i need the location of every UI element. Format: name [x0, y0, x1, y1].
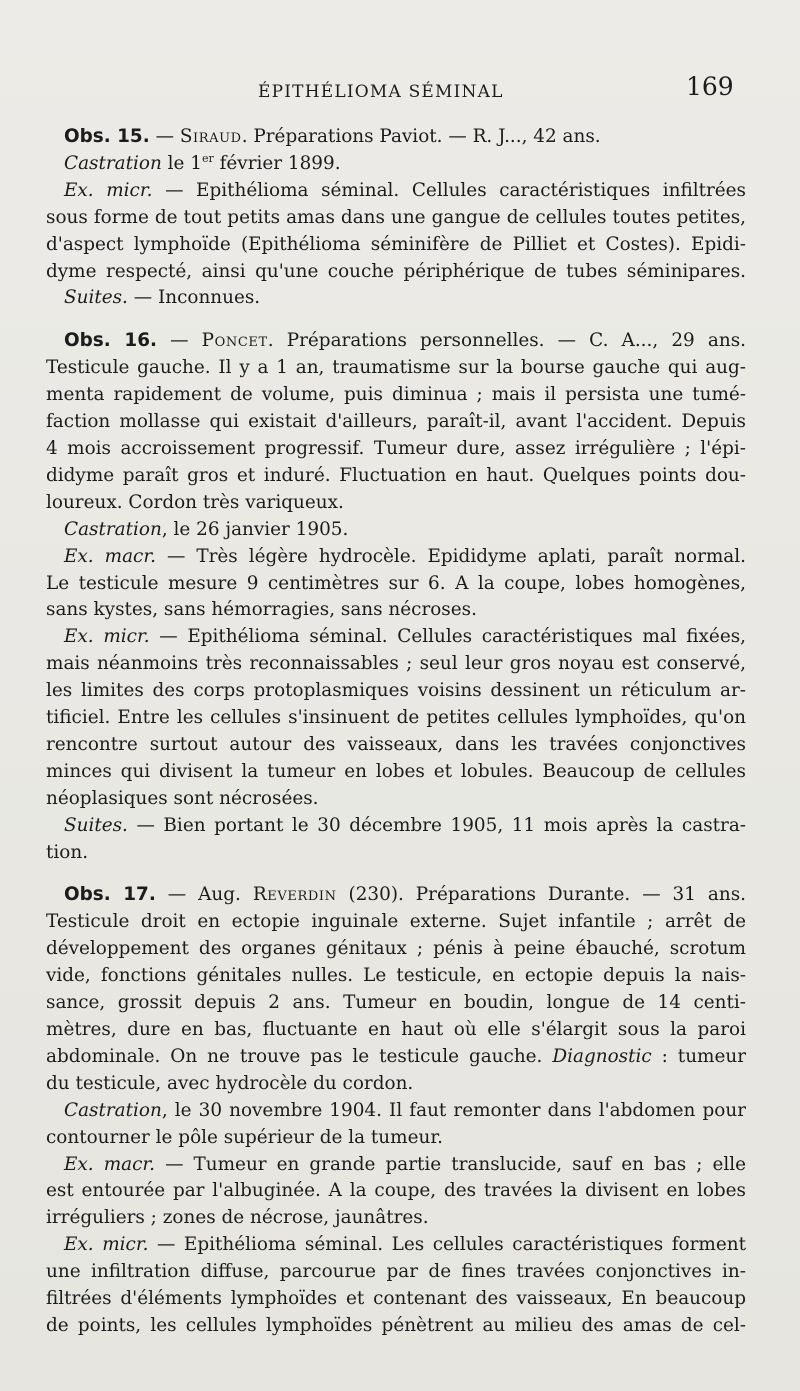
section-label: Ex. micr. [64, 1234, 149, 1256]
paragraph-gap [46, 866, 746, 882]
text-line: rencontre surtout autour des vaisseaux, dans les travées conjonctives [46, 733, 746, 755]
text-line: loureux. Cordon très variqueux. [46, 491, 344, 513]
text-line: de points, les cellules lymphoïdes pénètrent au milieu des amas de cel- [46, 1314, 746, 1336]
text-line [46, 285, 746, 312]
text-span: — Epithélioma séminal. Cellules caractéristiques mal fixées, [149, 626, 746, 648]
text-line: du testicule, avec hydrocèle du cordon. [46, 1072, 414, 1094]
text-line: irréguliers ; zones de nécrose, jaunâtres. [46, 1207, 429, 1229]
section-label: Castration [64, 518, 162, 540]
text-span: (230). Préparations Durante. — 31 ans. [336, 884, 746, 906]
text-line: Testicule gauche. Il y a 1 an, traumatisme sur la bourse gauche qui aug- [46, 357, 746, 379]
text-line [46, 517, 746, 544]
text-line: Le testicule mesure 9 centimètres sur 6. A la coupe, lobes homogènes, [46, 572, 746, 594]
text-line: contourner le pôle supérieur de la tumeur. [46, 1126, 443, 1148]
running-title: ÉPITHÉLIOMA SÉMINAL [258, 82, 504, 102]
section-label: Suites. [64, 287, 128, 309]
section-label: Castration [64, 1099, 162, 1121]
observation-label: Obs. 16. [64, 330, 157, 352]
text-span: — Epithélioma séminal. Cellules caractéristiques infiltrées [152, 179, 746, 201]
text-line: développement des organes génitaux ; pénis à peine ébauché, scrotum [46, 938, 746, 960]
text-span: , le 26 janvier 1905. [161, 518, 349, 540]
author-name: Poncet [201, 330, 268, 352]
text-line: sous forme de tout petits amas dans une gangue de cellules toutes petites, [46, 206, 746, 228]
section-label: Suites. [64, 814, 128, 836]
text-line: vide, fonctions génitales nulles. Le testicule, en ectopie depuis la nais- [46, 965, 746, 987]
section-label: Ex. macr. [64, 545, 156, 567]
text-line [46, 151, 746, 178]
text-line: tion. [46, 841, 89, 863]
text-span: — [149, 126, 180, 147]
text-span: — [157, 330, 202, 352]
text-line [46, 328, 746, 355]
text-line: didyme paraît gros et induré. Fluctuation en haut. Quelques points dou- [46, 464, 746, 486]
section-label: Ex. macr. [64, 1153, 156, 1175]
text-line: Testicule droit en ectopie inguinale externe. Sujet infantile ; arrêt de [46, 911, 746, 933]
text-span: — Bien portant le 30 décembre 1905, 11 mois après la castra- [127, 814, 746, 836]
observation-label: Obs. 15. [64, 126, 150, 147]
text-line: d'aspect lymphoïde (Epithélioma séminifère de Pilliet et Costes). Epidi- [46, 233, 746, 255]
text-line: mais néanmoins très reconnaissables ; seul leur gros noyau est conservé, [46, 653, 746, 675]
observation-15 [46, 124, 746, 312]
text-line [46, 178, 746, 205]
author-name: Siraud [179, 126, 242, 147]
text-line: faction mollasse qui existait d'ailleurs, paraît-il, avant l'accident. Depuis [46, 411, 746, 433]
text-span: — Epithélioma séminal. Les cellules caractéristiques forment [148, 1234, 746, 1256]
text-line [46, 1098, 746, 1125]
section-label: Ex. micr. [64, 179, 153, 201]
text-line [46, 544, 746, 571]
observation-17 [46, 882, 746, 1339]
text-line: sance, grossit depuis 2 ans. Tumeur en boudin, longue de 14 centi- [46, 992, 746, 1014]
text-line: néoplasiques sont nécrosées. [46, 787, 319, 809]
text-line [46, 813, 746, 840]
text-line: dyme respecté, ainsi qu'une couche périphérique de tubes séminipares. [46, 260, 746, 282]
text-span: février 1899. [213, 152, 341, 174]
section-label: Ex. micr. [64, 626, 150, 648]
text-line [46, 124, 746, 151]
paragraph-gap [46, 312, 746, 328]
text-line [46, 1232, 746, 1259]
text-line: menta rapidement de volume, puis diminua ; mais il persista une tumé- [46, 384, 746, 406]
observation-label: Obs. 17. [64, 884, 156, 906]
text-line: minces qui divisent la tumeur en lobes et lobules. Beaucoup de cellules [46, 760, 746, 782]
text-span: — Aug. [155, 884, 253, 906]
text-line [46, 882, 746, 909]
text-line: les limites des corps protoplasmiques voisins dessinent un réticulum ar- [46, 680, 746, 702]
text-span: . Préparations Paviot. — R. J..., 42 ans. [241, 126, 601, 147]
text-span: : tumeur [651, 1045, 746, 1067]
page-number: 169 [686, 72, 734, 101]
text-line: sans kystes, sans hémorragies, sans nécroses. [46, 599, 477, 621]
page-header [0, 72, 800, 112]
author-name: Reverdin [252, 884, 337, 906]
text-span: . Préparations personnelles. — C. A..., 29 ans. [267, 330, 746, 352]
text-span: — Très légère hydrocèle. Epididyme aplati, paraît normal. [155, 545, 746, 567]
text-line [46, 1044, 746, 1071]
section-label: Castration [64, 152, 162, 174]
superscript: er [201, 151, 214, 165]
text-line: filtrées d'éléments lymphoïdes et contenant des vaisseaux, En beaucoup [46, 1288, 746, 1310]
text-span: — Tumeur en grande partie translucide, sauf en bas ; elle [155, 1153, 746, 1175]
text-span: , le 30 novembre 1904. Il faut remonter dans l'abdomen pour [161, 1099, 746, 1121]
text-line: 4 mois accroissement progressif. Tumeur dure, assez irrégulière ; l'épi- [46, 437, 746, 459]
text-line [46, 624, 746, 651]
section-label: Diagnostic [552, 1045, 652, 1067]
text-span: le 1 [161, 152, 202, 174]
body-text [46, 124, 746, 1340]
text-span: — Inconnues. [127, 287, 261, 309]
text-line: tificiel. Entre les cellules s'insinuent de petites cellules lymphoïdes, qu'on [46, 707, 746, 729]
observation-16 [46, 328, 746, 866]
text-line: une infiltration diffuse, parcourue par de fines travées conjonctives in- [46, 1261, 746, 1283]
text-line: mètres, dure en bas, fluctuante en haut où elle s'élargit sous la paroi [46, 1019, 746, 1040]
text-line: est entourée par l'albuginée. A la coupe, des travées la divisent en lobes [46, 1180, 746, 1202]
text-span: abdominale. On ne trouve pas le testicule gauche. [46, 1045, 553, 1067]
text-line [46, 1152, 746, 1179]
